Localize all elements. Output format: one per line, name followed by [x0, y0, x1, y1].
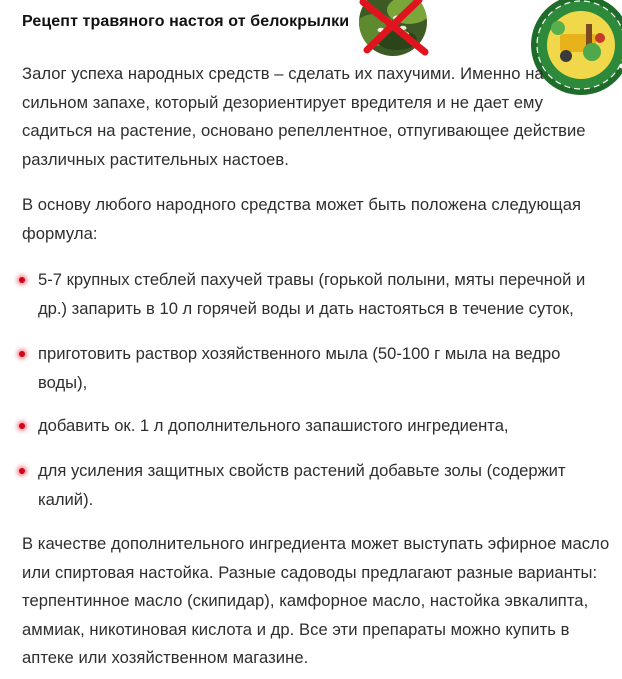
list-item-text: для усиления защитных свойств растений добавьте золы (содержит калий).: [38, 461, 566, 509]
list-item: [38, 457, 613, 514]
bullet-dot-icon: [19, 468, 25, 474]
list-item-text: 5-7 крупных стеблей пахучей травы (горькой полыни, мяты перечной и др.) запарить в 10 л горячей воды и дать настояться в течение суток,: [38, 270, 586, 318]
list-item: [38, 266, 613, 323]
list-item-text: приготовить раствор хозяйственного мыла (50-100 г мыла на ведро воды),: [38, 344, 561, 392]
article-title: Рецепт травяного настоя от белокрылки: [22, 13, 350, 30]
list-item: [38, 340, 613, 397]
list-item: [38, 412, 613, 441]
list-item-text: добавить ок. 1 л дополнительного запашистого ингредиента,: [38, 416, 509, 435]
intro-paragraph: Залог успеха народных средств – сделать их пахучими. Именно на сильном запахе, который дезориентирует вредителя и не дает ему садиться на растение, основано репеллентное, отпугивающее действие различных растительных настоев.: [22, 64, 586, 169]
bullet-dot-icon: [19, 423, 25, 429]
bullet-dot-icon: [19, 277, 25, 283]
formula-intro-paragraph: В основу любого народного средства может быть положена следующая формула:: [22, 195, 582, 243]
whitefly-crossed-icon: [357, 0, 431, 60]
additional-ingredient-paragraph: В качестве дополнительного ингредиента может выступать эфирное масло или спиртовая настойка. Разные садоводы предлагают разные варианты: терпентинное масло (скипидар), камфорное масло, настойка эвкалипта, аммиак, никотиновая кислота и др. Все эти препараты можно купить в аптеке или хозяйственном магазине.: [22, 534, 610, 667]
bullet-dot-icon: [19, 351, 25, 357]
